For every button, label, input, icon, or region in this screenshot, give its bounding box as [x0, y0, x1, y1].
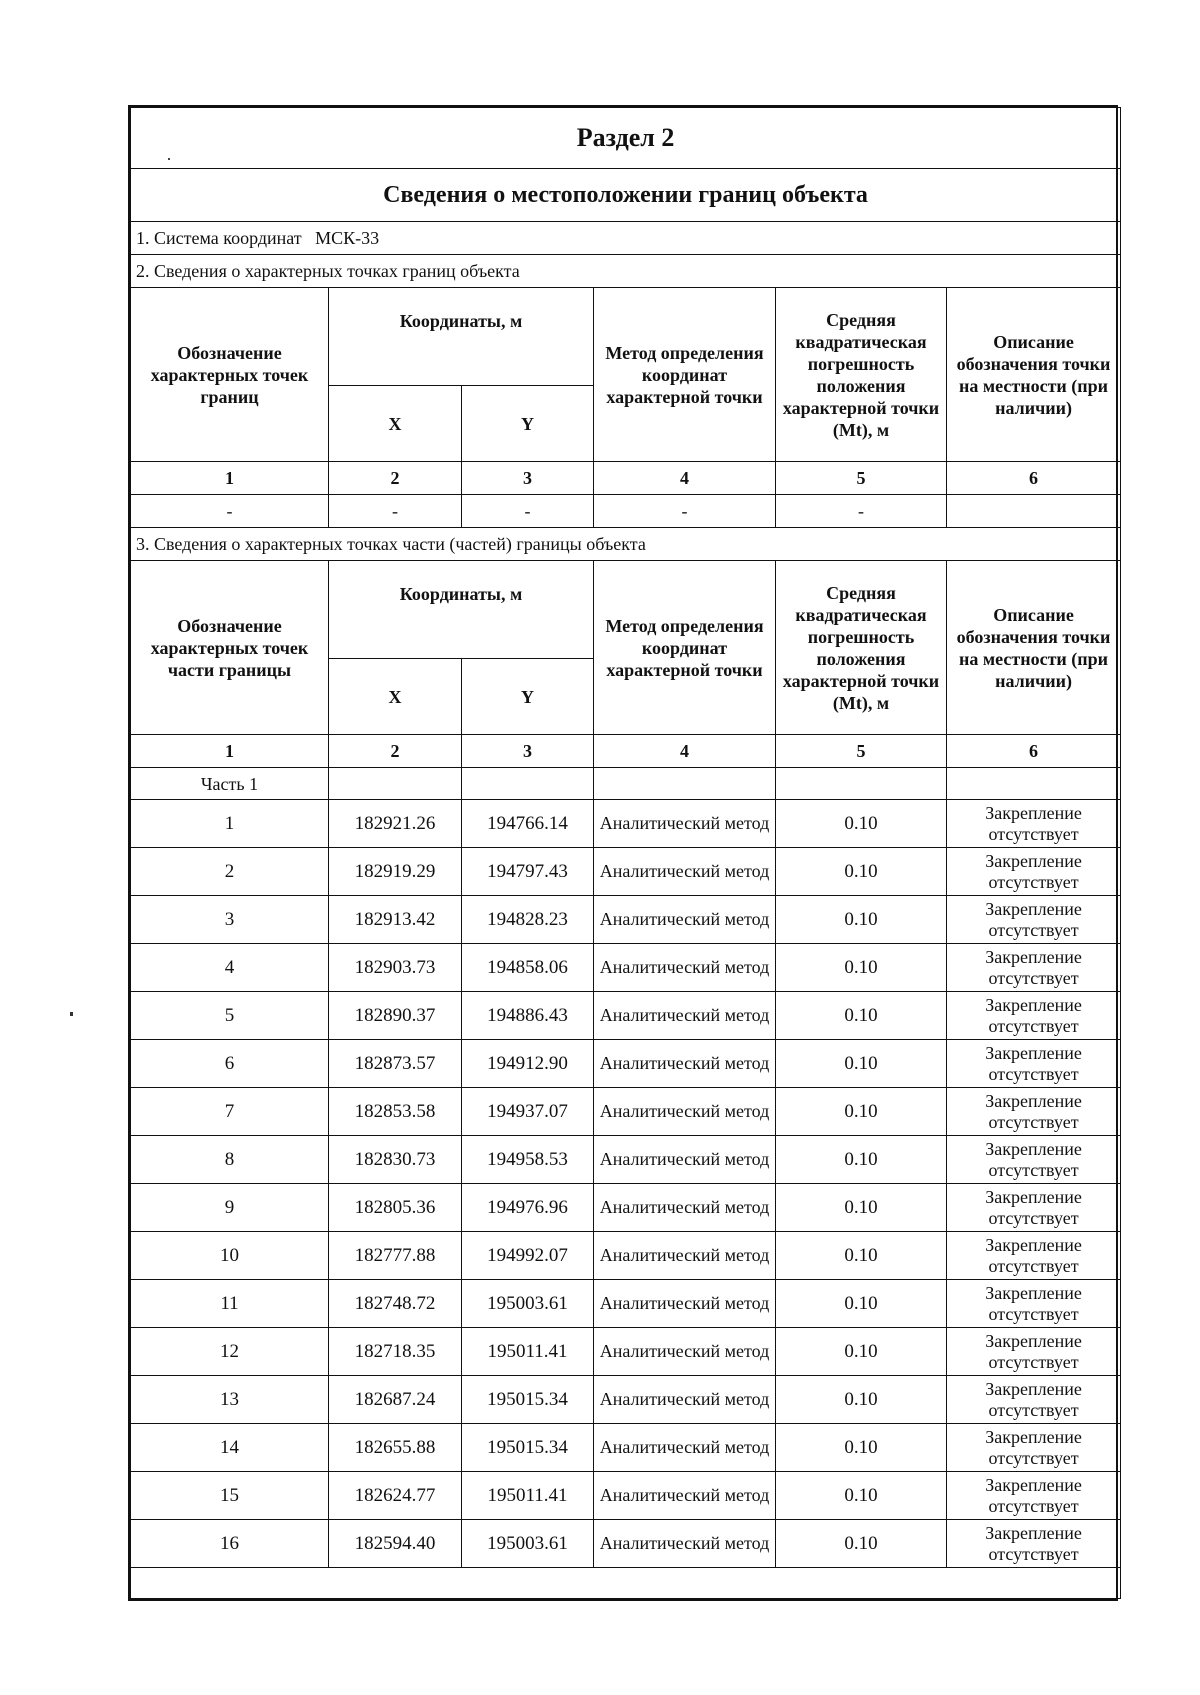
point-method: Аналитический метод — [594, 1520, 776, 1568]
point-y: 195003.61 — [462, 1520, 594, 1568]
point-x: 182777.88 — [329, 1232, 462, 1280]
point-y: 194797.43 — [462, 848, 594, 896]
point-method: Аналитический метод — [594, 1472, 776, 1520]
point-description: Закрепление отсутствует — [947, 1376, 1121, 1424]
point-description: Закрепление отсутствует — [947, 1184, 1121, 1232]
t2-colnum: 5 — [776, 735, 947, 768]
t1-header-description: Описание обозначения точки на местности (при наличии) — [947, 288, 1121, 462]
point-x: 182853.58 — [329, 1088, 462, 1136]
point-number: 10 — [131, 1232, 329, 1280]
point-x: 182919.29 — [329, 848, 462, 896]
point-x: 182913.42 — [329, 896, 462, 944]
part-cell — [776, 768, 947, 800]
t1-header-coords: Координаты, м — [329, 288, 594, 386]
point-description: Закрепление отсутствует — [947, 1280, 1121, 1328]
point-x: 182830.73 — [329, 1136, 462, 1184]
point-description: Закрепление отсутствует — [947, 1232, 1121, 1280]
t2-colnum: 6 — [947, 735, 1121, 768]
t2-header-description: Описание обозначения точки на местности (при наличии) — [947, 561, 1121, 735]
point-method: Аналитический метод — [594, 800, 776, 848]
point-accuracy: 0.10 — [776, 800, 947, 848]
point-description: Закрепление отсутствует — [947, 992, 1121, 1040]
boundary-table — [130, 107, 1121, 1599]
point-number: 15 — [131, 1472, 329, 1520]
point-accuracy: 0.10 — [776, 992, 947, 1040]
table-row — [131, 1040, 1121, 1088]
part-label: Часть 1 — [131, 768, 329, 800]
t1-colnum: 1 — [131, 462, 329, 495]
point-description: Закрепление отсутствует — [947, 1136, 1121, 1184]
table-row — [131, 1280, 1121, 1328]
t1-header-designation: Обозначение характерных точек границ — [131, 288, 329, 462]
point-description: Закрепление отсутствует — [947, 800, 1121, 848]
point-number: 2 — [131, 848, 329, 896]
point-number: 7 — [131, 1088, 329, 1136]
point-accuracy: 0.10 — [776, 1136, 947, 1184]
t1-colnum: 3 — [462, 462, 594, 495]
t1-colnum: 5 — [776, 462, 947, 495]
table-row — [131, 800, 1121, 848]
t2-colnum: 1 — [131, 735, 329, 768]
coord-system-label: 1. Система координат — [136, 228, 302, 248]
point-accuracy: 0.10 — [776, 1520, 947, 1568]
table-row — [131, 1136, 1121, 1184]
point-description: Закрепление отсутствует — [947, 1088, 1121, 1136]
point-x: 182890.37 — [329, 992, 462, 1040]
point-number: 4 — [131, 944, 329, 992]
point-number: 6 — [131, 1040, 329, 1088]
point-accuracy: 0.10 — [776, 896, 947, 944]
part-cell — [462, 768, 594, 800]
t2-header-coords: Координаты, м — [329, 561, 594, 659]
point-description: Закрепление отсутствует — [947, 1520, 1121, 1568]
table-row — [131, 1328, 1121, 1376]
point-method: Аналитический метод — [594, 1184, 776, 1232]
point-method: Аналитический метод — [594, 1280, 776, 1328]
t2-colnum: 4 — [594, 735, 776, 768]
table-row — [131, 992, 1121, 1040]
point-accuracy: 0.10 — [776, 944, 947, 992]
point-accuracy: 0.10 — [776, 1280, 947, 1328]
point-number: 5 — [131, 992, 329, 1040]
document-sheet — [128, 105, 1118, 1601]
point-x: 182748.72 — [329, 1280, 462, 1328]
point-method: Аналитический метод — [594, 944, 776, 992]
point-description: Закрепление отсутствует — [947, 1040, 1121, 1088]
point-number: 12 — [131, 1328, 329, 1376]
point-x: 182624.77 — [329, 1472, 462, 1520]
t1-cell: - — [329, 495, 462, 528]
point-method: Аналитический метод — [594, 1088, 776, 1136]
point-method: Аналитический метод — [594, 1136, 776, 1184]
point-description: Закрепление отсутствует — [947, 1328, 1121, 1376]
point-description: Закрепление отсутствует — [947, 848, 1121, 896]
point-number: 16 — [131, 1520, 329, 1568]
point-y: 195015.34 — [462, 1376, 594, 1424]
point-method: Аналитический метод — [594, 1040, 776, 1088]
t1-cell: - — [776, 495, 947, 528]
t1-cell — [947, 495, 1121, 528]
point-y: 194992.07 — [462, 1232, 594, 1280]
t2-header-y: Y — [462, 659, 594, 735]
point-accuracy: 0.10 — [776, 848, 947, 896]
point-y: 194858.06 — [462, 944, 594, 992]
point-x: 182805.36 — [329, 1184, 462, 1232]
t1-header-y: Y — [462, 386, 594, 462]
t2-header-accuracy: Средняя квадратическая погрешность положения характерной точки (Mt), м — [776, 561, 947, 735]
coord-system-line — [131, 222, 1121, 255]
point-x: 182655.88 — [329, 1424, 462, 1472]
point-y: 195011.41 — [462, 1472, 594, 1520]
point-x: 182718.35 — [329, 1328, 462, 1376]
point-method: Аналитический метод — [594, 1424, 776, 1472]
part-cell — [947, 768, 1121, 800]
point-number: 13 — [131, 1376, 329, 1424]
section2-label: 2. Сведения о характерных точках границ объекта — [131, 255, 1121, 288]
table-row — [131, 1472, 1121, 1520]
point-method: Аналитический метод — [594, 992, 776, 1040]
t2-colnum: 3 — [462, 735, 594, 768]
table-row — [131, 1232, 1121, 1280]
point-accuracy: 0.10 — [776, 1376, 947, 1424]
point-accuracy: 0.10 — [776, 1184, 947, 1232]
point-number: 1 — [131, 800, 329, 848]
section3-label: 3. Сведения о характерных точках части (частей) границы объекта — [131, 528, 1121, 561]
t2-header-designation: Обозначение характерных точек части границы — [131, 561, 329, 735]
table-row — [131, 1088, 1121, 1136]
point-method: Аналитический метод — [594, 1232, 776, 1280]
point-y: 194766.14 — [462, 800, 594, 848]
point-y: 194976.96 — [462, 1184, 594, 1232]
point-number: 14 — [131, 1424, 329, 1472]
point-y: 194886.43 — [462, 992, 594, 1040]
t1-header-accuracy: Средняя квадратическая погрешность положения характерной точки (Mt), м — [776, 288, 947, 462]
point-x: 182687.24 — [329, 1376, 462, 1424]
t1-colnum: 6 — [947, 462, 1121, 495]
point-x: 182594.40 — [329, 1520, 462, 1568]
point-accuracy: 0.10 — [776, 1328, 947, 1376]
t1-colnum: 4 — [594, 462, 776, 495]
point-method: Аналитический метод — [594, 1376, 776, 1424]
point-method: Аналитический метод — [594, 896, 776, 944]
point-accuracy: 0.10 — [776, 1424, 947, 1472]
t1-cell: - — [594, 495, 776, 528]
point-description: Закрепление отсутствует — [947, 1424, 1121, 1472]
point-number: 9 — [131, 1184, 329, 1232]
point-number: 11 — [131, 1280, 329, 1328]
point-accuracy: 0.10 — [776, 1472, 947, 1520]
point-method: Аналитический метод — [594, 1328, 776, 1376]
point-accuracy: 0.10 — [776, 1040, 947, 1088]
point-accuracy: 0.10 — [776, 1088, 947, 1136]
point-x: 182873.57 — [329, 1040, 462, 1088]
t2-colnum: 2 — [329, 735, 462, 768]
point-y: 194912.90 — [462, 1040, 594, 1088]
point-description: Закрепление отсутствует — [947, 1472, 1121, 1520]
t2-header-method: Метод определения координат характерной точки — [594, 561, 776, 735]
t1-header-x: X — [329, 386, 462, 462]
point-x: 182921.26 — [329, 800, 462, 848]
point-y: 194828.23 — [462, 896, 594, 944]
t1-colnum: 2 — [329, 462, 462, 495]
table-row — [131, 944, 1121, 992]
point-y: 195011.41 — [462, 1328, 594, 1376]
table-row — [131, 848, 1121, 896]
t2-header-x: X — [329, 659, 462, 735]
coord-system-value: МСК-33 — [315, 228, 380, 248]
table-row — [131, 1424, 1121, 1472]
scan-speck — [70, 1012, 73, 1016]
table-row — [131, 1184, 1121, 1232]
part-cell — [329, 768, 462, 800]
point-y: 195015.34 — [462, 1424, 594, 1472]
point-y: 194958.53 — [462, 1136, 594, 1184]
point-y: 194937.07 — [462, 1088, 594, 1136]
t1-cell: - — [131, 495, 329, 528]
table-footer-row — [131, 1568, 1121, 1599]
table-row — [131, 896, 1121, 944]
point-number: 8 — [131, 1136, 329, 1184]
page-subtitle: Сведения о местоположении границ объекта — [131, 169, 1121, 222]
point-y: 195003.61 — [462, 1280, 594, 1328]
table-row — [131, 1520, 1121, 1568]
page-title: Раздел 2 — [131, 108, 1121, 169]
point-description: Закрепление отсутствует — [947, 944, 1121, 992]
point-number: 3 — [131, 896, 329, 944]
t1-header-method: Метод определения координат характерной точки — [594, 288, 776, 462]
point-method: Аналитический метод — [594, 848, 776, 896]
point-accuracy: 0.10 — [776, 1232, 947, 1280]
t1-cell: - — [462, 495, 594, 528]
points-table-body — [131, 800, 1121, 1568]
point-x: 182903.73 — [329, 944, 462, 992]
part-cell — [594, 768, 776, 800]
table-row — [131, 1376, 1121, 1424]
point-description: Закрепление отсутствует — [947, 896, 1121, 944]
